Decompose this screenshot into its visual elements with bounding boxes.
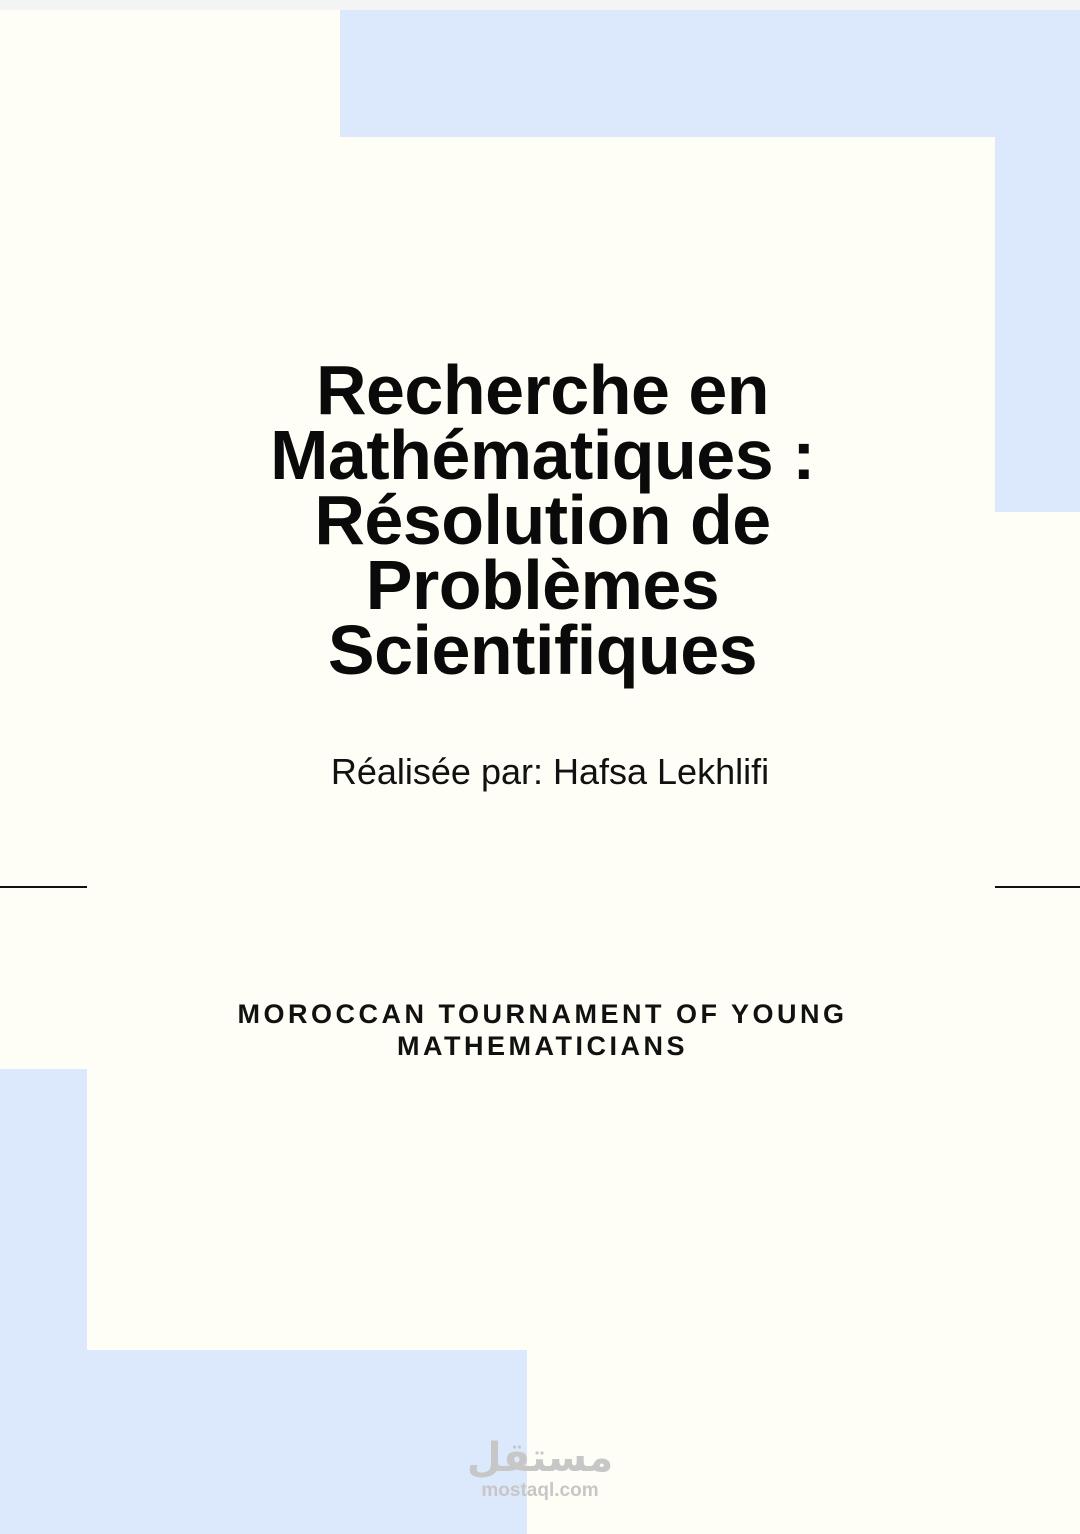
tournament-line: MATHEMATICIANS (397, 1031, 688, 1061)
title-line: Recherche en (315, 351, 770, 429)
title-line: Scientifiques (327, 611, 758, 689)
tournament-name (140, 998, 945, 1062)
watermark-url: mostaql.com (481, 1480, 599, 1501)
title-line: Problèmes (365, 546, 720, 624)
decorative-block-right (995, 137, 1080, 512)
author-line: Réalisée par: Hafsa Lekhlifi (330, 751, 770, 792)
tournament-line: MOROCCAN TOURNAMENT OF YOUNG (237, 999, 848, 1029)
decorative-block-left (0, 1069, 87, 1534)
title-line: Mathématiques : (270, 416, 815, 494)
top-strip (0, 0, 1080, 10)
title-line: Résolution de (314, 481, 771, 559)
decorative-block-top (340, 10, 1080, 137)
document-title (140, 351, 945, 689)
divider-right (995, 886, 1080, 888)
decorative-block-bottom (87, 1350, 527, 1534)
divider-left (0, 886, 87, 888)
watermark-logo (462, 1436, 618, 1502)
watermark-arabic: مستقل (466, 1435, 614, 1481)
